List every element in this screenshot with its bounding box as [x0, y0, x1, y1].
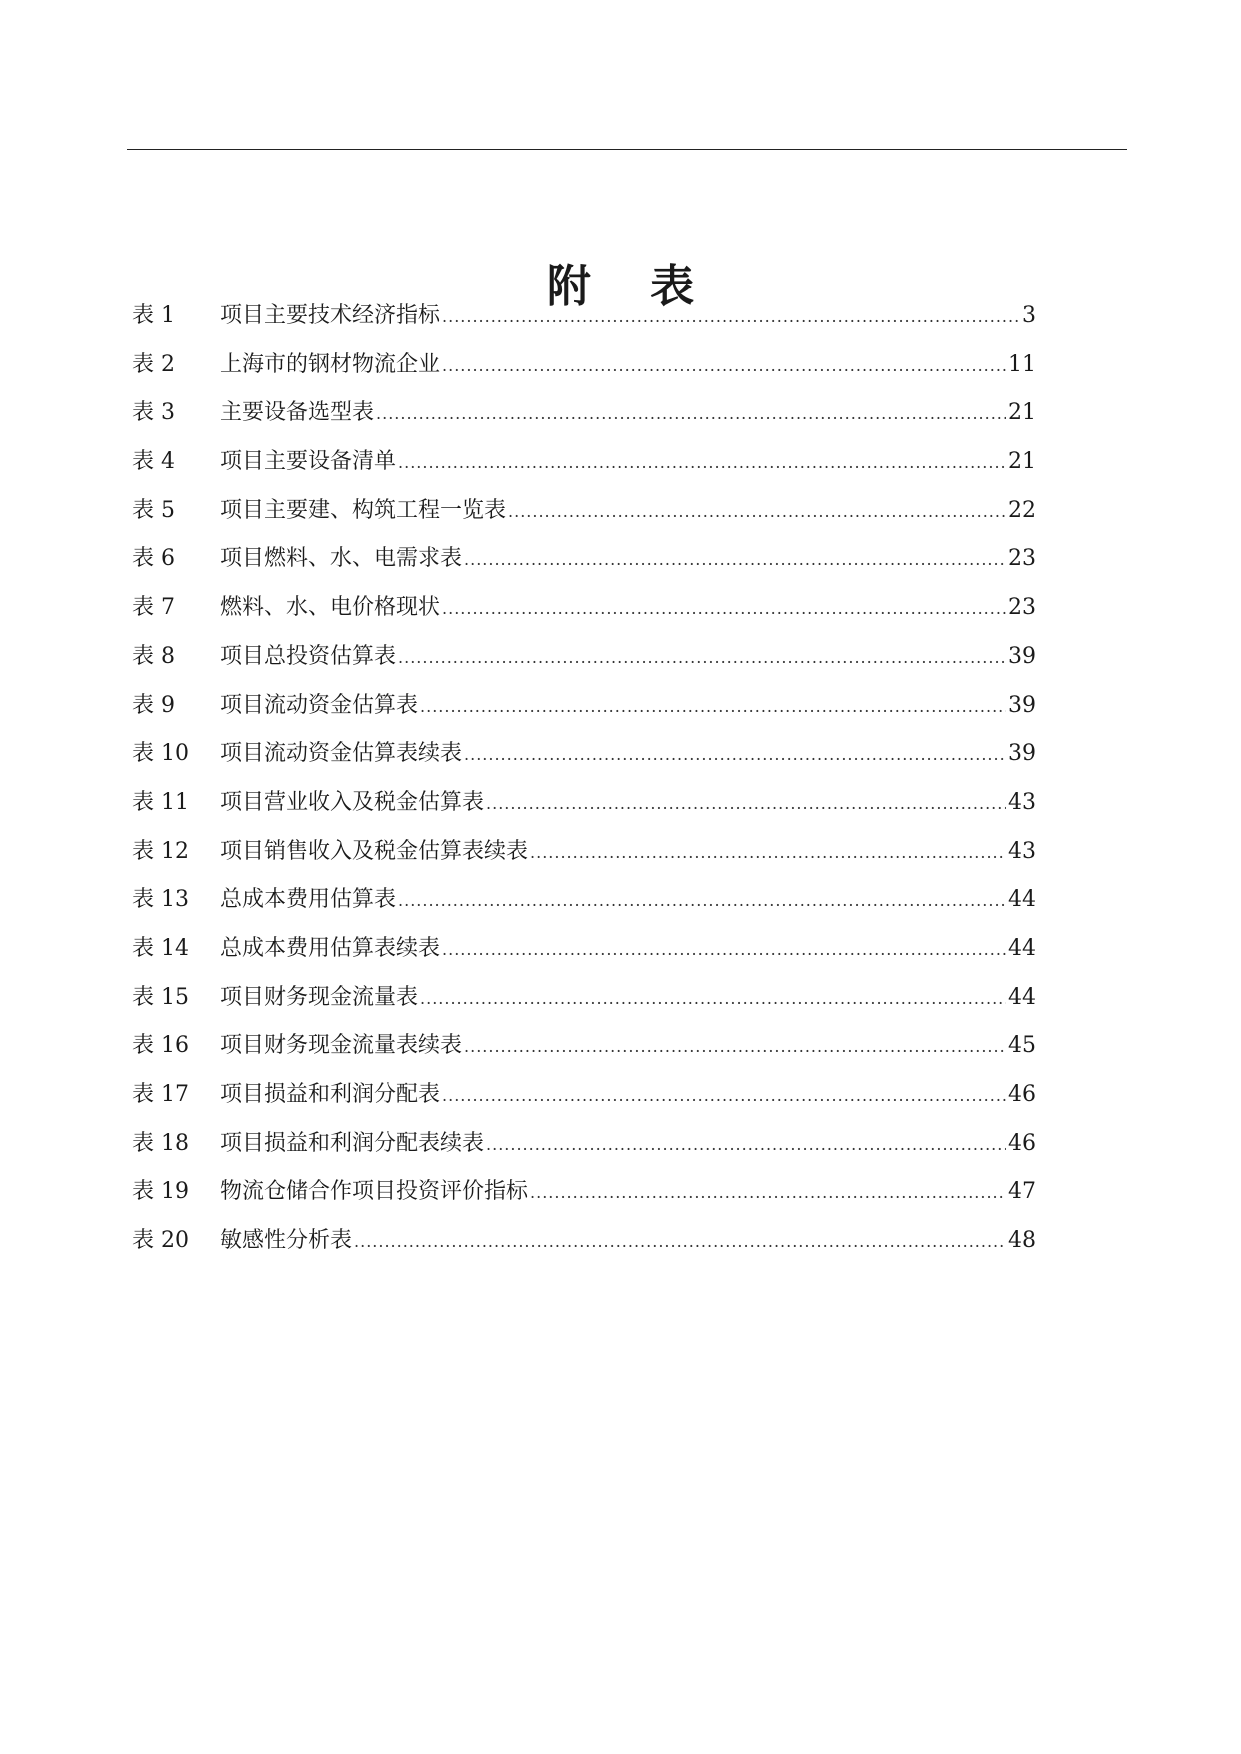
toc-entry-number: 表 1: [132, 303, 175, 328]
toc-entry-page: 46: [1008, 1130, 1036, 1156]
toc-entry-number: 表 10: [132, 741, 189, 767]
toc-leader: [398, 648, 1006, 667]
toc-entry[interactable]: [132, 785, 1036, 834]
toc-entry-number: 表 17: [132, 1082, 189, 1107]
toc-entry-label: 敏感性分析表: [220, 1228, 353, 1254]
toc-entry-page: 39: [1008, 643, 1036, 669]
toc-entry-page: 21: [1008, 400, 1036, 426]
toc-leader: [486, 1135, 1006, 1154]
toc-entry-label: 项目流动资金估算表: [220, 692, 419, 718]
toc-entry-page: 47: [1008, 1179, 1036, 1205]
toc-leader: [442, 356, 1006, 375]
toc-entry[interactable]: [132, 347, 1036, 396]
toc-entry-number: 表 15: [132, 984, 189, 1010]
toc-entry-label: 项目主要建、构筑工程一览表: [220, 497, 507, 523]
toc-entry-label: 项目损益和利润分配表续表: [220, 1130, 485, 1156]
toc-entry[interactable]: [132, 1028, 1036, 1077]
toc-entry-number: 表 14: [132, 935, 189, 961]
toc-entry-label: 物流仓储合作项目投资评价指标: [220, 1179, 529, 1205]
toc-entry[interactable]: [132, 736, 1036, 785]
header-rule: [127, 149, 1127, 150]
toc-leader: [442, 940, 1006, 959]
toc-entry-label: 总成本费用估算表续表: [220, 935, 441, 961]
toc-entry-page: 43: [1008, 789, 1036, 815]
toc-entry-page: 3: [1022, 303, 1036, 328]
toc-leader: [376, 404, 1006, 423]
toc-leader: [464, 550, 1006, 569]
toc-entry[interactable]: [132, 688, 1036, 737]
toc-entry-number: 表 16: [132, 1033, 189, 1059]
toc-entry[interactable]: [132, 834, 1036, 883]
toc-entry-page: 21: [1008, 449, 1036, 475]
toc-entry-page: 44: [1008, 984, 1036, 1010]
toc-entry[interactable]: [132, 931, 1036, 980]
toc-entry[interactable]: [132, 493, 1036, 542]
toc-entry-label: 项目主要技术经济指标: [220, 303, 441, 328]
toc-entry-number: 表 13: [132, 887, 189, 913]
toc-entry-page: 39: [1008, 741, 1036, 767]
toc-entry-label: 项目总投资估算表: [220, 643, 397, 669]
toc-leader: [442, 307, 1020, 326]
toc-leader: [420, 697, 1006, 716]
page-title: 附 表: [546, 261, 717, 313]
toc-entry-number: 表 2: [132, 351, 175, 377]
toc-entry-label: 项目营业收入及税金估算表: [220, 789, 485, 815]
toc-entry[interactable]: [132, 590, 1036, 639]
toc-entry-page: 44: [1008, 935, 1036, 961]
toc-leader: [530, 843, 1006, 862]
toc-entry-label: 项目主要设备清单: [220, 449, 397, 475]
toc-entry-number: 表 19: [132, 1179, 189, 1205]
toc-entry-label: 项目燃料、水、电需求表: [220, 546, 463, 572]
toc-entry-page: 39: [1008, 692, 1036, 718]
toc-entry[interactable]: [132, 1174, 1036, 1223]
toc-entry-page: 43: [1008, 838, 1036, 864]
toc-entry[interactable]: [132, 395, 1036, 444]
toc-entry-number: 表 20: [132, 1228, 189, 1254]
toc-entry-label: 燃料、水、电价格现状: [220, 595, 441, 621]
toc-entry-page: 48: [1008, 1228, 1036, 1254]
toc-entry-number: 表 5: [132, 497, 175, 523]
toc-leader: [508, 502, 1006, 521]
toc-entry-page: 45: [1008, 1033, 1036, 1059]
toc-entry-label: 总成本费用估算表: [220, 887, 397, 913]
toc-leader: [442, 1086, 1006, 1105]
toc-entry-number: 表 4: [132, 449, 175, 475]
toc-leader: [354, 1232, 1006, 1251]
toc-leader: [442, 599, 1006, 618]
toc-entry[interactable]: [132, 298, 1036, 347]
toc-entry-label: 主要设备选型表: [220, 400, 375, 426]
toc-entry-number: 表 9: [132, 692, 175, 718]
toc-leader: [464, 745, 1006, 764]
toc-entry[interactable]: [132, 980, 1036, 1029]
toc-entry-number: 表 18: [132, 1130, 189, 1156]
toc-entry-number: 表 12: [132, 838, 189, 864]
toc-leader: [486, 794, 1006, 813]
toc-entry[interactable]: [132, 1077, 1036, 1126]
toc-entry-label: 上海市的钢材物流企业: [220, 351, 441, 377]
toc-leader: [398, 453, 1006, 472]
toc-entry[interactable]: [132, 639, 1036, 688]
toc-entry-page: 44: [1008, 887, 1036, 913]
toc-entry[interactable]: [132, 1126, 1036, 1175]
toc-entry-label: 项目销售收入及税金估算表续表: [220, 838, 529, 864]
toc-entry-label: 项目财务现金流量表续表: [220, 1033, 463, 1059]
toc-entry[interactable]: [132, 1223, 1036, 1272]
toc-entry-number: 表 7: [132, 595, 175, 621]
toc-entry-page: 11: [1008, 351, 1036, 377]
toc-entry-number: 表 11: [132, 789, 189, 815]
toc-entry-page: 23: [1008, 595, 1036, 621]
table-list: [132, 298, 1036, 1272]
toc-entry[interactable]: [132, 882, 1036, 931]
toc-entry[interactable]: [132, 541, 1036, 590]
toc-entry-number: 表 3: [132, 400, 175, 426]
toc-entry-page: 22: [1008, 497, 1036, 523]
toc-entry-label: 项目流动资金估算表续表: [220, 741, 463, 767]
toc-entry-page: 46: [1008, 1082, 1036, 1107]
toc-leader: [398, 891, 1006, 910]
toc-entry-label: 项目损益和利润分配表: [220, 1082, 441, 1107]
toc-entry[interactable]: [132, 444, 1036, 493]
toc-entry-number: 表 6: [132, 546, 175, 572]
toc-entry-number: 表 8: [132, 643, 175, 669]
toc-entry-page: 23: [1008, 546, 1036, 572]
toc-leader: [464, 1037, 1006, 1056]
toc-leader: [530, 1183, 1006, 1202]
toc-entry-label: 项目财务现金流量表: [220, 984, 419, 1010]
toc-leader: [420, 989, 1006, 1008]
